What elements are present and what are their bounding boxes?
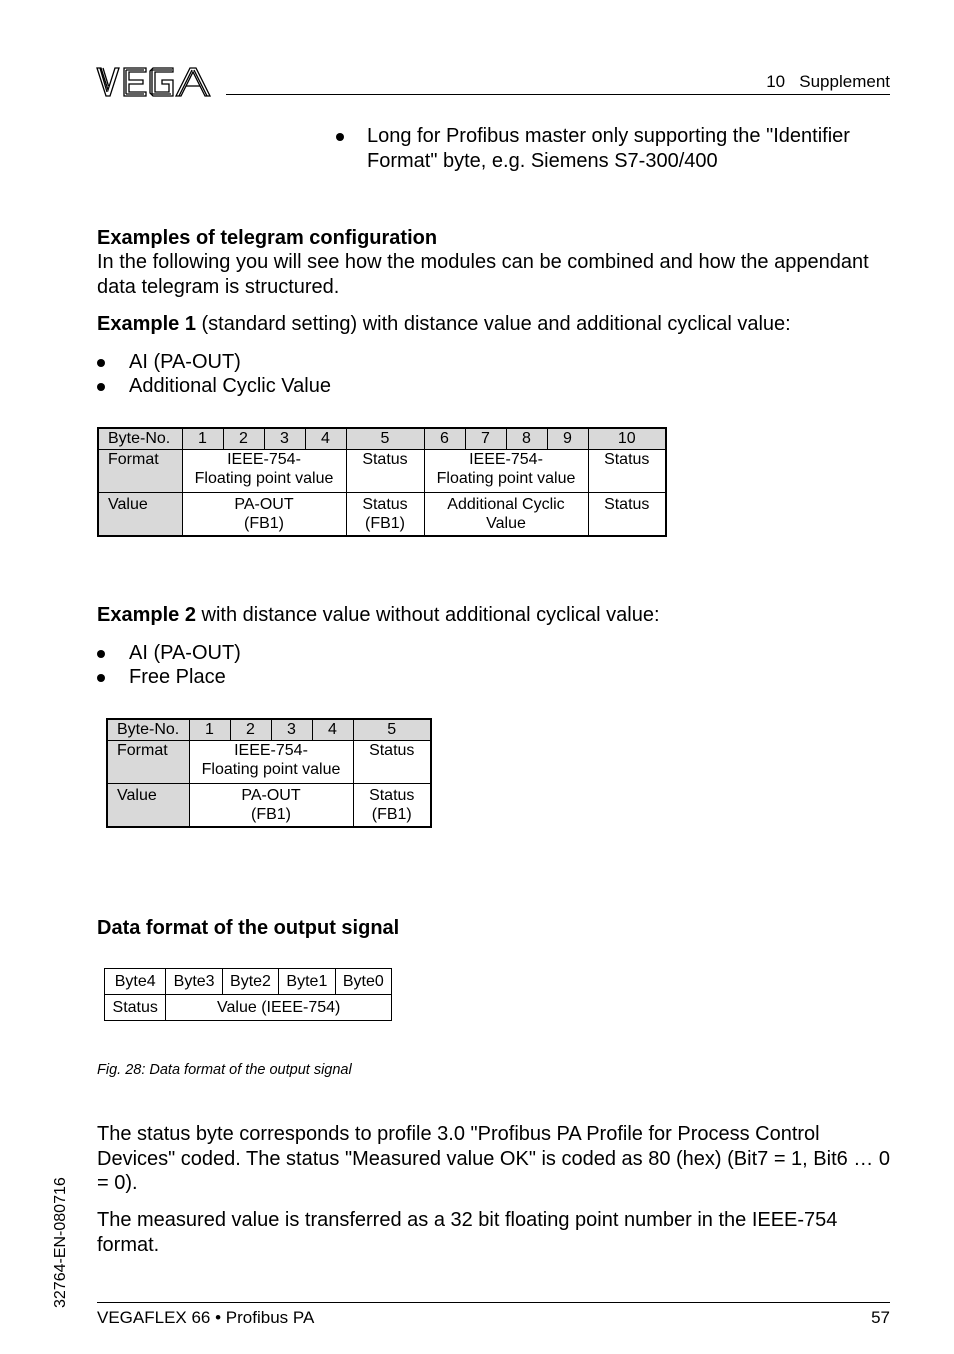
- bullet-dot: [97, 359, 105, 367]
- example2-telegram-table: [106, 718, 432, 828]
- example2-bullet: [97, 641, 241, 666]
- bullet-dot: [97, 674, 105, 682]
- section-label: 10 Supplement: [766, 72, 890, 91]
- table-cell: Status: [353, 740, 431, 783]
- byte-cell: Byte4: [105, 969, 166, 995]
- page-number: 57: [871, 1308, 890, 1327]
- bullet-dot: [336, 133, 344, 141]
- status-paragraph: The status byte corresponds to profile 3.0 "Profibus PA Profile for Process Control Devices" coded. The status "Measured value OK" is coded as 80 (hex) (Bit7 = 1, Bit6 … 0 = 0).: [97, 1123, 890, 1194]
- bullet-dot: [97, 650, 105, 658]
- table-cell: Status: [588, 449, 666, 492]
- byte-number: 4: [305, 428, 346, 449]
- byte-number: 4: [312, 719, 353, 740]
- table-row: [107, 719, 431, 740]
- byte-number: 8: [506, 428, 547, 449]
- format-header: Format: [98, 449, 182, 492]
- data-format-table: [104, 968, 392, 1021]
- byte-number: 7: [465, 428, 506, 449]
- table-row: [107, 783, 431, 827]
- byte-number: 3: [264, 428, 305, 449]
- footer-title: VEGAFLEX 66 • Profibus PA: [97, 1308, 315, 1327]
- table-cell: PA-OUT (FB1): [182, 492, 346, 536]
- example2-bullet-text: AI (PA-OUT): [129, 642, 241, 664]
- byte-number: 5: [346, 428, 424, 449]
- footer-rule: [97, 1302, 890, 1303]
- format-header: Format: [107, 740, 189, 783]
- value-header: Value: [98, 492, 182, 536]
- document-code: [52, 1158, 70, 1308]
- byte-no-header: Byte-No.: [107, 719, 189, 740]
- byte-number: 1: [182, 428, 223, 449]
- table-cell: IEEE-754- Floating point value: [424, 449, 588, 492]
- example1-telegram-table: [97, 427, 667, 537]
- example1-intro: [97, 312, 897, 337]
- value-header: Value: [107, 783, 189, 827]
- byte-number: 10: [588, 428, 666, 449]
- data-format-heading: Data format of the output signal: [97, 917, 400, 939]
- table-cell: IEEE-754- Floating point value: [182, 449, 346, 492]
- byte-cell: Byte0: [335, 969, 391, 995]
- table-row: [105, 995, 392, 1021]
- telegram-heading: Examples of telegram configuration: [97, 227, 438, 249]
- example1-bullet: [97, 374, 331, 399]
- example2-bullet: [97, 665, 226, 690]
- example2-label: Example 2: [97, 604, 196, 626]
- table-cell: PA-OUT (FB1): [189, 783, 353, 827]
- table-row: [98, 449, 666, 492]
- figure-caption: Fig. 28: Data format of the output signal: [97, 1062, 352, 1078]
- table-row: [98, 428, 666, 449]
- table-cell: Additional Cyclic Value: [424, 492, 588, 536]
- intro-bullet-text: Long for Profibus master only supporting the "Identifier Format" byte, e.g. Siemens S7-300/400: [367, 125, 850, 172]
- table-row: [105, 969, 392, 995]
- table-cell: IEEE-754- Floating point value: [189, 740, 353, 783]
- byte-number: 1: [189, 719, 230, 740]
- table-cell: Status: [588, 492, 666, 536]
- byte-number: 3: [271, 719, 312, 740]
- svg-text:VEGA: VEGA: [96, 66, 99, 67]
- bullet-dot: [97, 383, 105, 391]
- example1-bullet-text: AI (PA-OUT): [129, 351, 241, 373]
- byte-cell: Byte3: [166, 969, 222, 995]
- example1-text: (standard setting) with distance value and additional cyclical value:: [195, 313, 791, 335]
- byte-number: 9: [547, 428, 588, 449]
- example2-bullet-text: Free Place: [129, 666, 226, 688]
- intro-bullet: [336, 124, 876, 173]
- example2-text: with distance value without additional cyclical value:: [195, 604, 660, 626]
- example1-bullet-text: Additional Cyclic Value: [129, 375, 331, 397]
- document-code-text: 32764-EN-080716: [52, 1177, 69, 1308]
- table-row: [98, 492, 666, 536]
- telegram-intro: In the following you will see how the modules can be combined and how the appendant data telegram is structured.: [97, 251, 869, 298]
- byte-number: 2: [230, 719, 271, 740]
- vega-logo: [96, 66, 214, 98]
- table-row: [107, 740, 431, 783]
- example1-label: Example 1: [97, 313, 196, 335]
- byte-number: 5: [353, 719, 431, 740]
- header-rule: [226, 94, 890, 95]
- byte-number: 2: [223, 428, 264, 449]
- measured-paragraph: The measured value is transferred as a 32 bit floating point number in the IEEE-754 format.: [97, 1209, 838, 1256]
- value-cell: Value (IEEE-754): [166, 995, 392, 1021]
- byte-no-header: Byte-No.: [98, 428, 182, 449]
- table-cell: Status (FB1): [353, 783, 431, 827]
- status-cell: Status: [105, 995, 166, 1021]
- byte-number: 6: [424, 428, 465, 449]
- example2-intro: [97, 603, 897, 628]
- byte-cell: Byte2: [222, 969, 278, 995]
- table-cell: Status (FB1): [346, 492, 424, 536]
- table-cell: Status: [346, 449, 424, 492]
- byte-cell: Byte1: [279, 969, 335, 995]
- example1-bullet: [97, 350, 241, 375]
